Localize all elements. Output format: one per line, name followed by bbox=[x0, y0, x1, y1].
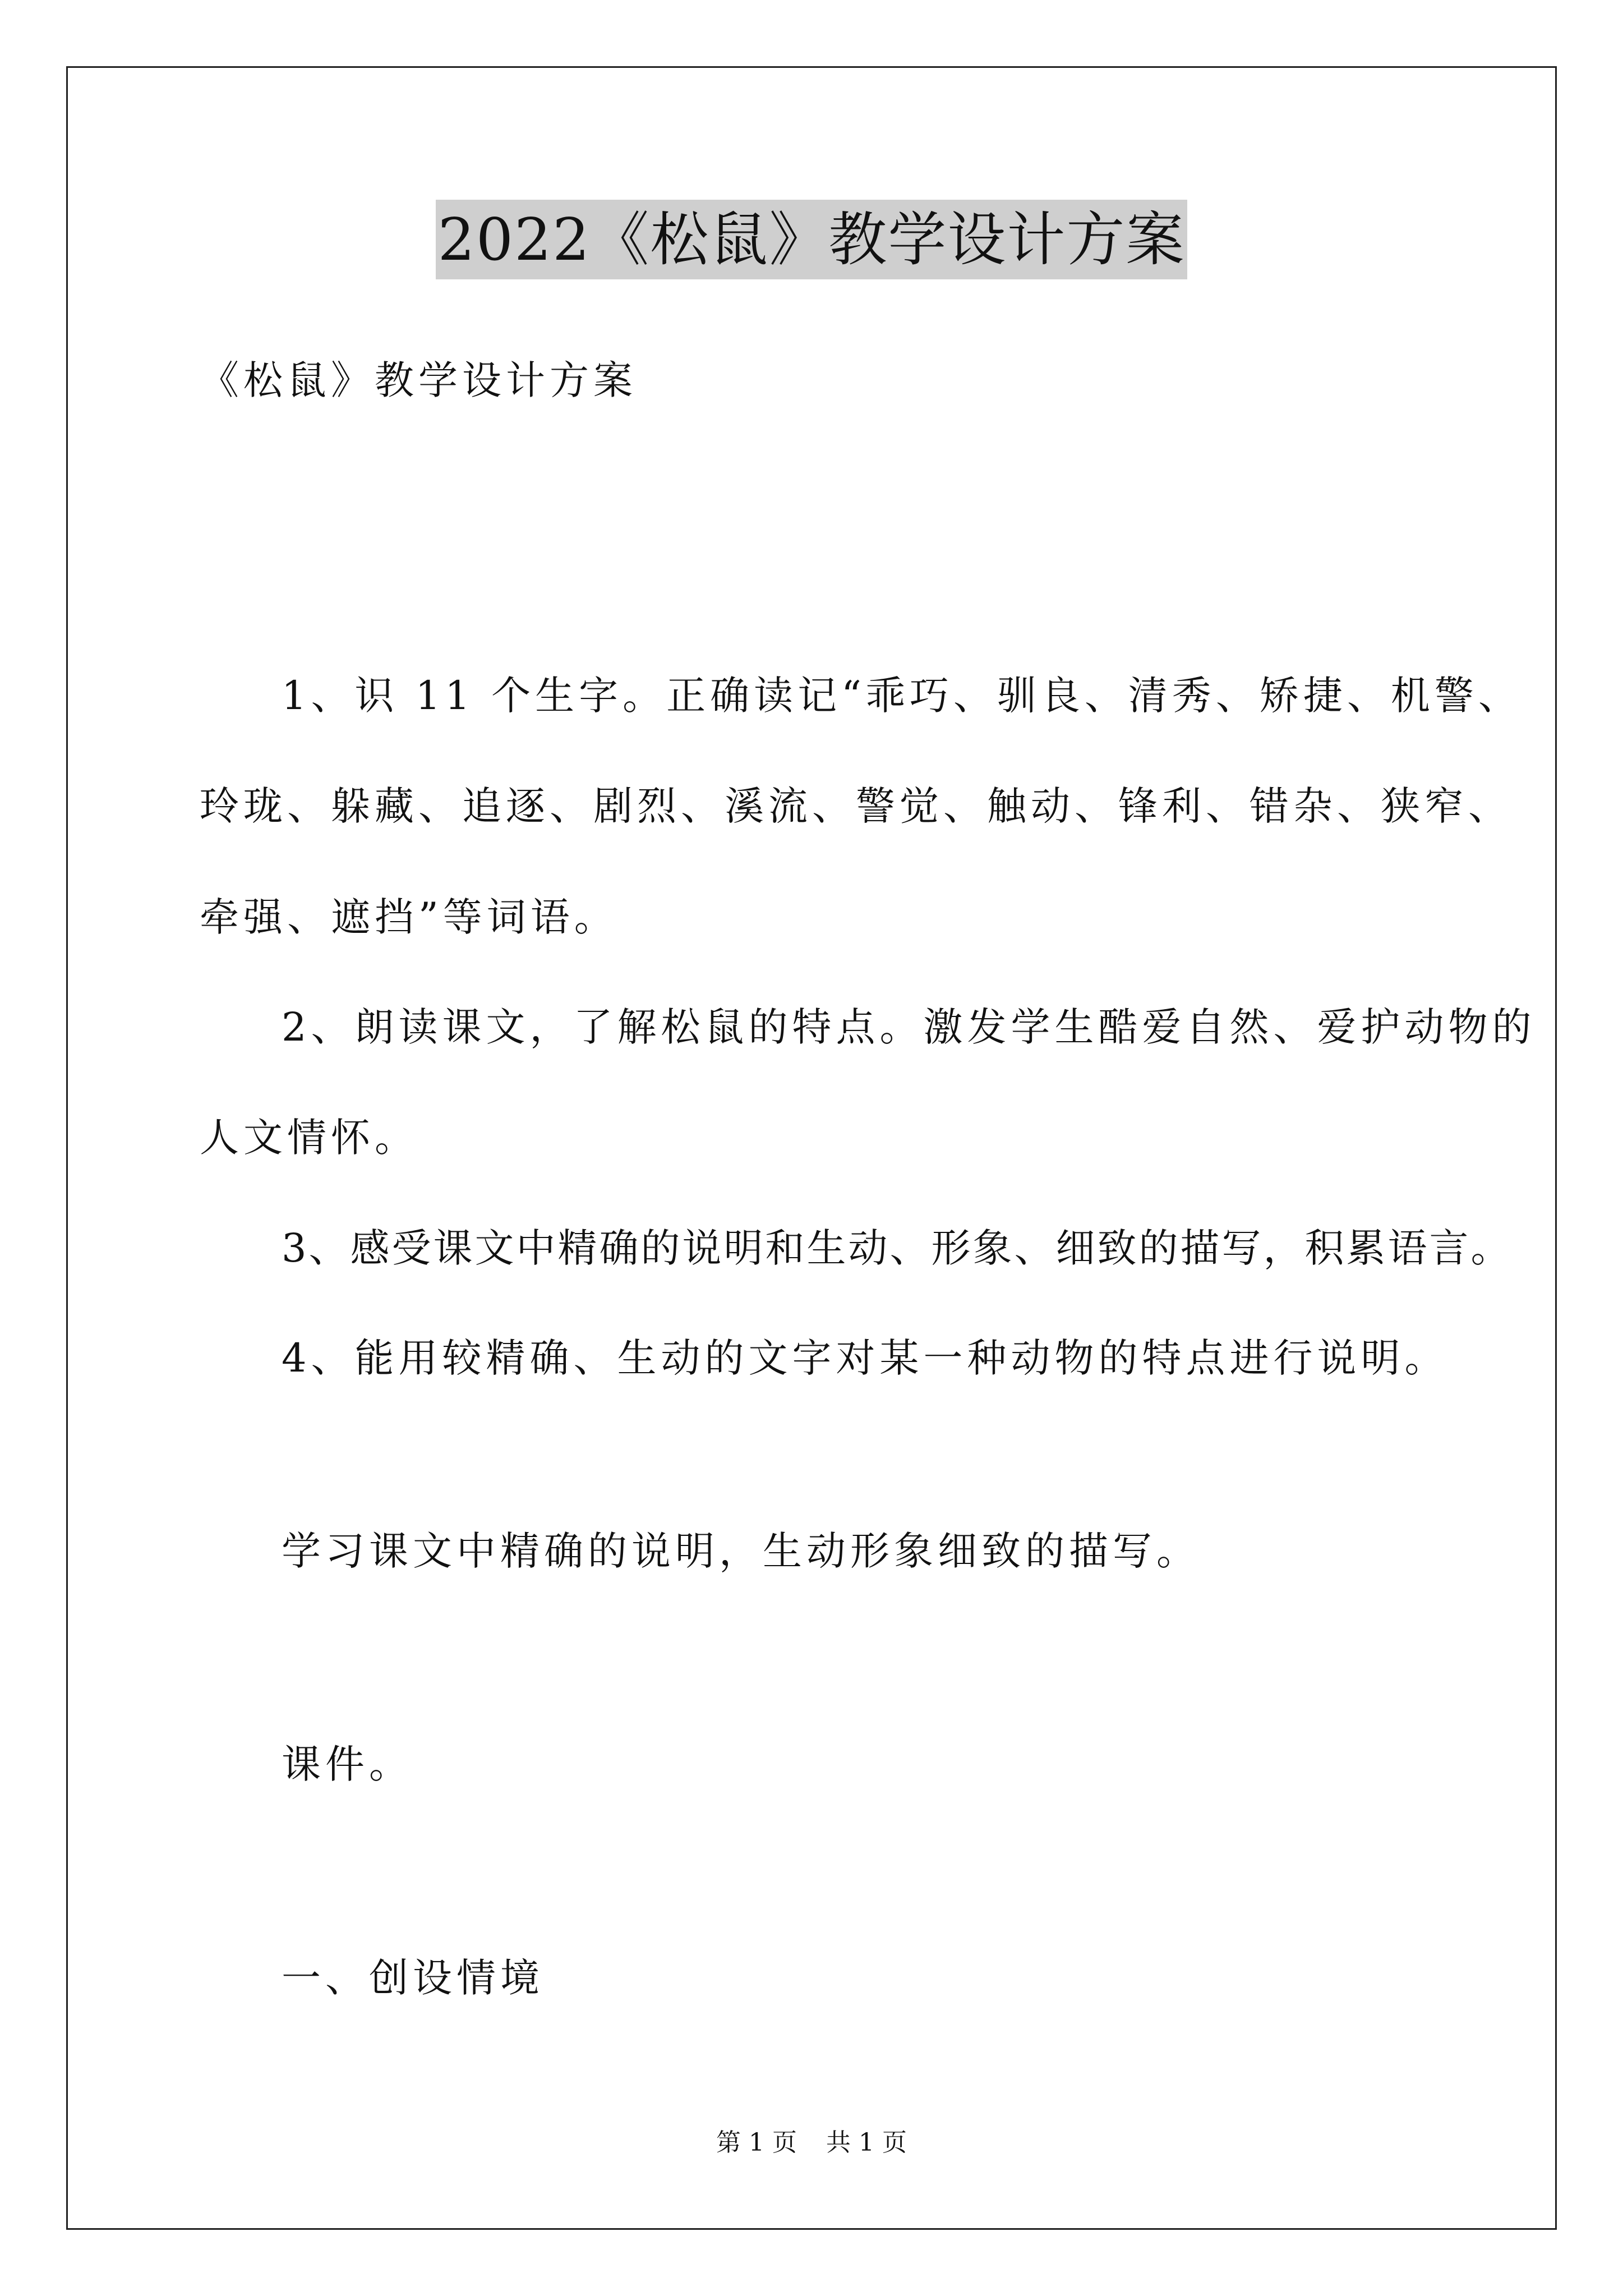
objective-1-line-1: 1、识 11 个生字。正确读记“乖巧、驯良、清秀、矫捷、机警、 bbox=[282, 673, 1522, 719]
document-subtitle: 《松鼠》教学设计方案 bbox=[200, 357, 637, 403]
title-container bbox=[0, 200, 1623, 279]
materials-text: 课件。 bbox=[282, 1741, 413, 1787]
section-heading: 一、创设情境 bbox=[282, 1955, 544, 2001]
page-footer bbox=[0, 2126, 1623, 2160]
objective-3-line-1: 3、感受课文中精确的说明和生动、形象、细致的描写，积累语言。 bbox=[282, 1225, 1513, 1271]
objective-2-line-1: 2、朗读课文，了解松鼠的特点。激发学生酷爱自然、爱护动物的 bbox=[282, 1004, 1536, 1050]
objective-2-line-2: 人文情怀。 bbox=[200, 1115, 418, 1161]
document-title: 2022《松鼠》教学设计方案 bbox=[436, 200, 1188, 279]
footer-page-total: 共 1 页 bbox=[826, 2128, 907, 2157]
key-point-text: 学习课文中精确的说明，生动形象细致的描写。 bbox=[282, 1528, 1200, 1574]
objective-1-line-2: 玲珑、躲藏、追逐、剧烈、溪流、警觉、触动、锋利、错杂、狭窄、 bbox=[200, 783, 1512, 829]
objective-4-line-1: 4、能用较精确、生动的文字对某一种动物的特点进行说明。 bbox=[282, 1335, 1449, 1381]
footer-page-current: 第 1 页 bbox=[716, 2128, 797, 2157]
objective-1-line-3: 牵强、遮挡”等词语。 bbox=[200, 894, 618, 940]
